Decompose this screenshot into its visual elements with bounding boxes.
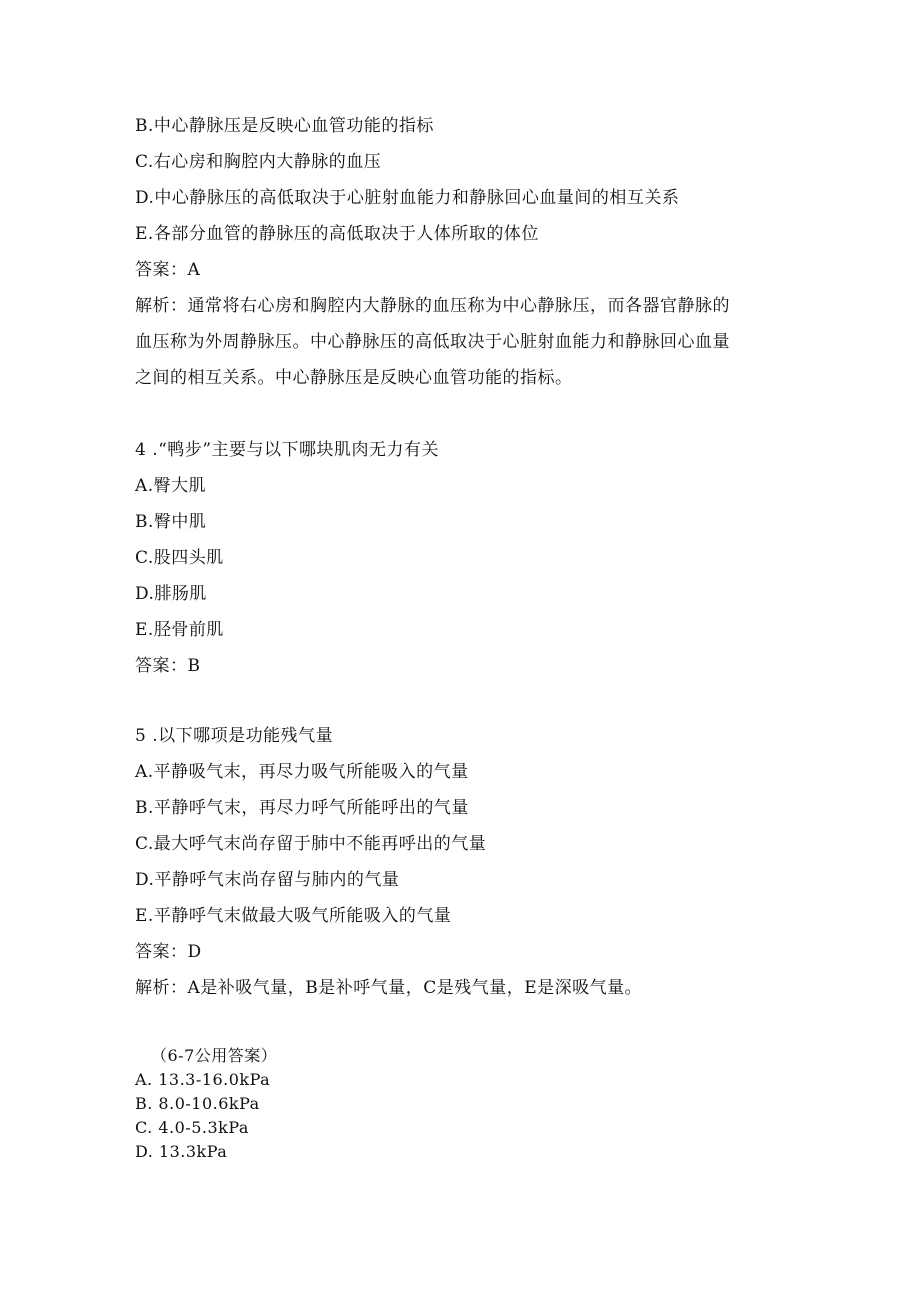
option-b: B.臀中肌 <box>135 512 207 532</box>
option-c: C.股四头肌 <box>135 548 224 568</box>
answer: 答案：A <box>135 260 201 280</box>
option-d: D.腓肠肌 <box>135 584 207 604</box>
answer: 答案：B <box>135 656 201 676</box>
shared-option-c: C. 4.0-5.3kPa <box>135 1118 249 1137</box>
shared-answers-section <box>135 1044 785 1164</box>
shared-header: （6-7公用答案） <box>151 1046 278 1065</box>
question-4-section <box>135 432 785 684</box>
question-3-section <box>135 108 785 396</box>
option-e: E.平静呼气末做最大吸气所能吸入的气量 <box>135 906 452 926</box>
question-text: 5 .以下哪项是功能残气量 <box>135 726 334 746</box>
option-d: D.平静呼气末尚存留与肺内的气量 <box>135 870 400 890</box>
answer: 答案：D <box>135 942 202 962</box>
analysis-line-3: 之间的相互关系。中心静脉压是反映心血管功能的指标。 <box>135 368 573 388</box>
shared-option-d: D. 13.3kPa <box>135 1142 228 1161</box>
option-b: B.平静呼气末，再尽力呼气所能呼出的气量 <box>135 798 469 818</box>
option-c: C.最大呼气末尚存留于肺中不能再呼出的气量 <box>135 834 487 854</box>
option-e: E.各部分血管的静脉压的高低取决于人体所取的体位 <box>135 224 539 244</box>
option-e: E.胫骨前肌 <box>135 620 224 640</box>
question-5-section <box>135 718 785 1006</box>
option-c: C.右心房和胸腔内大静脉的血压 <box>135 152 382 172</box>
option-a: A.平静吸气末，再尽力吸气所能吸入的气量 <box>135 762 469 782</box>
question-text: 4 .“鸭步”主要与以下哪块肌肉无力有关 <box>135 440 440 460</box>
option-b: B.中心静脉压是反映心血管功能的指标 <box>135 116 434 136</box>
shared-option-a: A. 13.3-16.0kPa <box>135 1070 271 1089</box>
analysis-line-2: 血压称为外周静脉压。中心静脉压的高低取决于心脏射血能力和静脉回心血量 <box>135 332 730 352</box>
analysis-line-1: 解析：通常将右心房和胸腔内大静脉的血压称为中心静脉压，而各器官静脉的 <box>135 296 730 316</box>
option-d: D.中心静脉压的高低取决于心脏射血能力和静脉回心血量间的相互关系 <box>135 188 680 208</box>
option-a: A.臀大肌 <box>135 476 207 496</box>
analysis: 解析：A是补吸气量，B是补呼气量，C是残气量，E是深吸气量。 <box>135 978 643 998</box>
shared-option-b: B. 8.0-10.6kPa <box>135 1094 260 1113</box>
